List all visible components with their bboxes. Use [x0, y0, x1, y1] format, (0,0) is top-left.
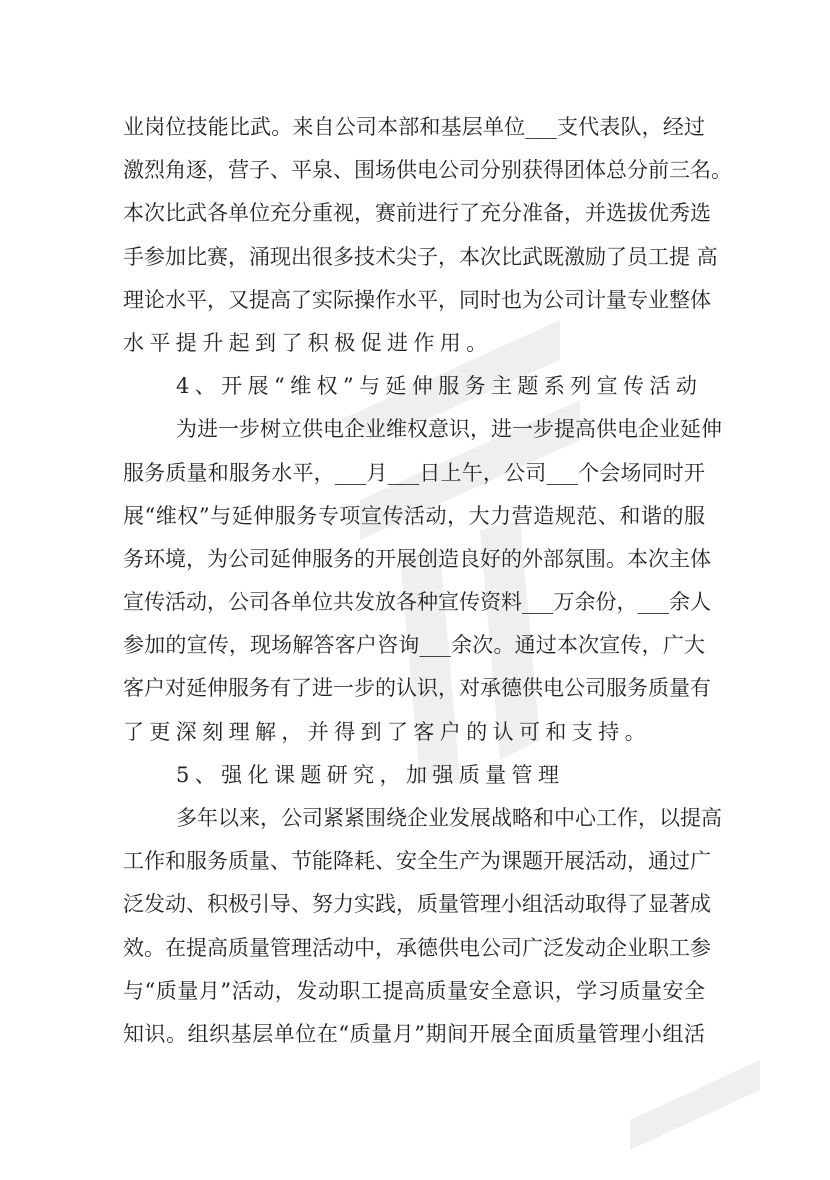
body-line: 激烈角逐，营子、平泉、围场供电公司分别获得团体总分前三名。	[123, 158, 732, 183]
watermark-logo-bottom	[620, 1060, 770, 1180]
body-line: 水平提升起到了积极促进作用。	[123, 330, 493, 355]
body-line: 理论水平，又提高了实际操作水平，同时也为公司计量专业整体	[123, 287, 711, 312]
body-line: 多年以来，公司紧紧围绕企业发展战略和中心工作，以提高	[176, 806, 722, 830]
section-heading-5: 5、强化课题研究，加强质量管理	[176, 762, 565, 787]
body-line: 客户对延伸服务有了进一步的认识，对承德供电公司服务质量有	[123, 676, 711, 701]
body-line: 参加的宣传，现场解答客户咨询___余次。通过本次宣传，广大	[123, 633, 705, 658]
body-line: 知识。组织基层单位在“质量月”期间开展全面质量管理小组活	[123, 1021, 705, 1046]
body-line: 手参加比赛，涌现出很多技术尖子，本次比武既激励了员工提 高	[123, 244, 718, 269]
section-heading-4: 4、开展“维权”与延伸服务主题系列宣传活动	[176, 374, 703, 399]
body-line: 服务质量和服务水平，___月___日上午，公司___个会场同时开	[123, 460, 705, 485]
body-line: 业岗位技能比武。来自公司本部和基层单位___支代表队，经过	[123, 115, 705, 139]
document-body	[123, 106, 732, 1056]
body-line: 工作和服务质量、节能降耗、安全生产为课题开展活动，通过广	[123, 849, 711, 874]
body-line: 本次比武各单位充分重视，赛前进行了充分准备，并选拔优秀选	[123, 201, 711, 226]
body-line: 为进一步树立供电企业维权意识，进一步提高供电企业延伸	[176, 417, 722, 442]
body-line: 效。在提高质量管理活动中，承德供电公司广泛发动企业职工参	[123, 935, 711, 960]
body-line: 与“质量月”活动，发动职工提高质量安全意识，学习质量安全	[123, 978, 705, 1003]
body-line: 展“维权”与延伸服务专项宣传活动，大力营造规范、和谐的服	[123, 503, 705, 528]
body-line: 泛发动、积极引导、努力实践，质量管理小组活动取得了显著成	[123, 892, 711, 917]
body-line: 务环境，为公司延伸服务的开展创造良好的外部氛围。本次主体	[123, 546, 711, 571]
body-line: 了更深刻理解，并得到了客户的认可和支持。	[123, 719, 651, 744]
body-line: 宣传活动，公司各单位共发放各种宣传资料___万余份，___余人	[123, 590, 711, 615]
